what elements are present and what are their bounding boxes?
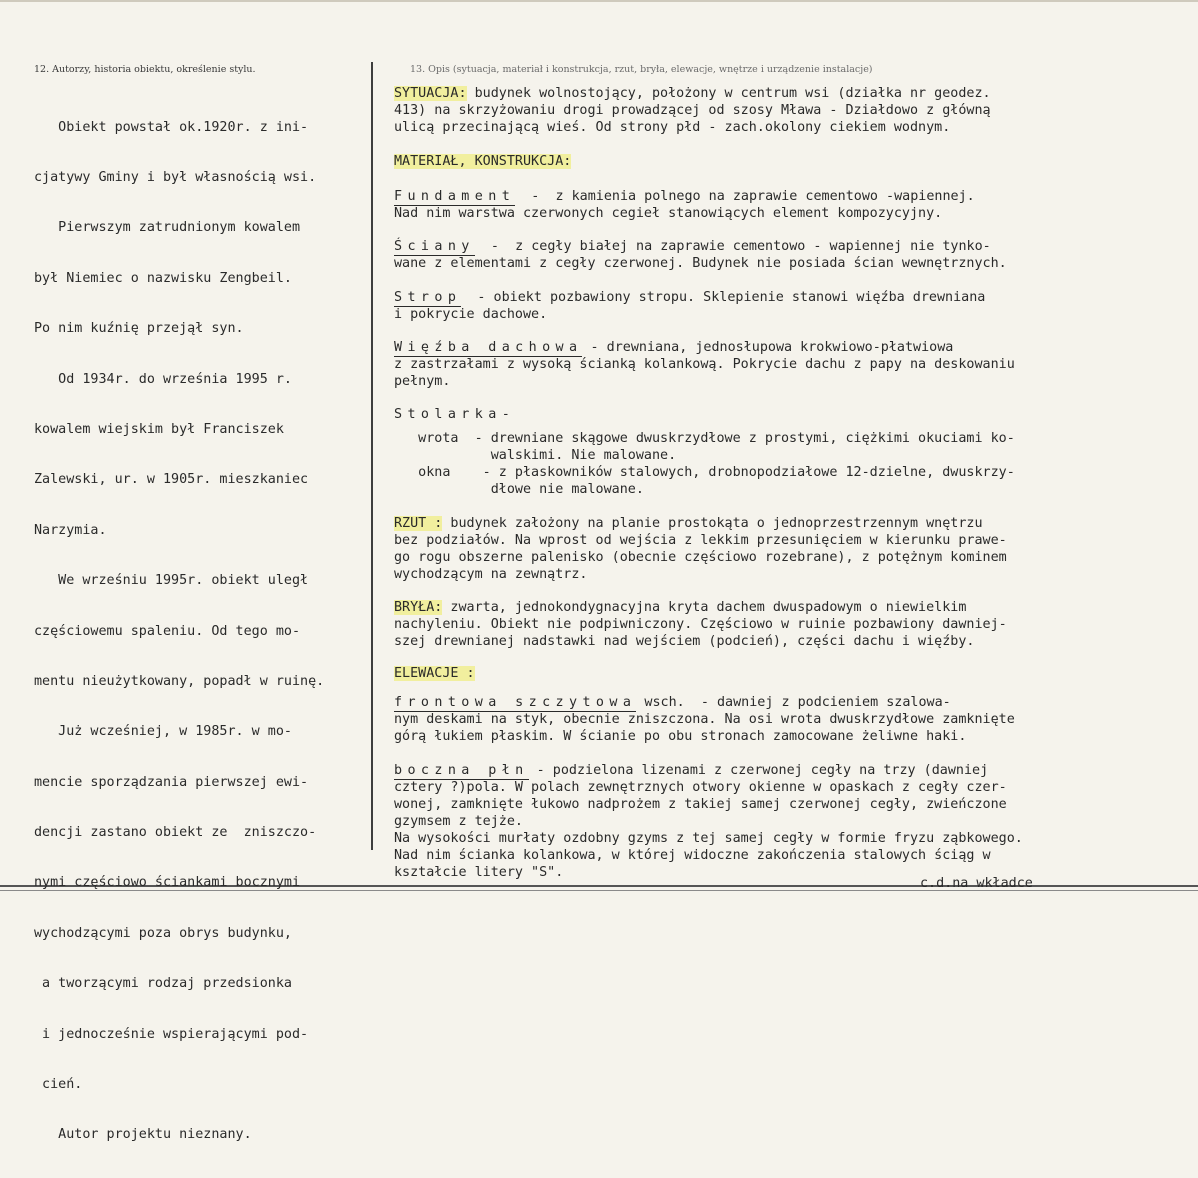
history-line: i jednocześnie wspierającymi pod-: [34, 1026, 309, 1042]
continuation-note: c.d.na wkładce: [920, 876, 1033, 891]
wiezba-line: z zastrzałami z wysoką ścianką kolankową. Pokrycie dachu z papy na deskowaniu: [394, 357, 1015, 372]
sytuacja-heading: SYTUACJA:: [394, 86, 467, 101]
column-divider: [371, 62, 373, 850]
history-line: mencie sporządzania pierwszej ewi-: [34, 774, 309, 790]
wiezba-heading: Więźba dachowa: [394, 340, 583, 355]
history-text: [34, 86, 370, 1178]
strop-first-line: [394, 290, 985, 307]
strop-text: - obiekt pozbawiony stropu. Sklepienie stanowi więźba drewniana: [461, 290, 986, 305]
sytuacja-text: budynek wolnostojący, położony w centrum wsi (działka nr geodez.: [466, 86, 991, 101]
fundament-text: - z kamienia polnego na zaprawie cementowo -wapiennej.: [515, 189, 975, 204]
wrota-line: walskimi. Nie malowane.: [394, 448, 677, 463]
wiezba-text: - drewniana, jednosłupowa krokwiowo-płatwiowa: [582, 340, 954, 355]
fundament-line: Nad nim warstwa czerwonych cegieł stanowiących element kompozycyjny.: [394, 206, 943, 221]
history-line: Już wcześniej, w 1985r. w mo-: [34, 724, 292, 740]
history-line: wychodzącymi poza obrys budynku,: [34, 925, 292, 941]
sciany-line: wane z elementami z cegły czerwonej. Budynek nie posiada ścian wewnętrznych.: [394, 256, 1007, 271]
boczna-heading: boczna płn: [394, 763, 529, 778]
top-rule: [0, 0, 1198, 2]
elewacje-heading: ELEWACJE :: [394, 666, 475, 681]
history-line: cień.: [34, 1077, 83, 1093]
strop-line: i pokrycie dachowe.: [394, 307, 548, 322]
boczna-text: - podzielona lizenami z czerwonej cegły na trzy (dawniej: [528, 763, 989, 778]
sciany-text: - z cegły białej na zaprawie cementowo - wapiennej nie tynko-: [474, 239, 991, 254]
history-line: Zalewski, ur. w 1905r. mieszkaniec: [34, 472, 309, 488]
history-line: kowalem wiejskim był Franciszek: [34, 421, 284, 437]
material-line: [394, 154, 571, 171]
history-line: cjatywy Gminy i był własnością wsi.: [34, 169, 317, 185]
wiezba-first-line: [394, 340, 953, 357]
wiezba-line: pełnym.: [394, 374, 451, 389]
okna-line: okna - z płaskowników stalowych, drobnopodziałowe 12-dzielne, dwuskrzy-: [394, 465, 1015, 480]
okna-line: dłowe nie malowane.: [394, 482, 644, 497]
rzut-first-line: [394, 516, 983, 533]
history-line: a tworzącymi rodzaj przedsionka: [34, 976, 292, 992]
frontowa-text: wsch. - dawniej z podcieniem szalowa-: [636, 695, 951, 710]
frontowa-line: górą łukiem płaskim. W ścianie po obu stronach zamocowane żeliwne haki.: [394, 729, 967, 744]
sytuacja-first-line: [394, 86, 991, 103]
frontowa-first-line: [394, 695, 951, 712]
bryla-line: nachyleniu. Obiekt nie podpiwniczony. Częściowo w ruinie pozbawiony dawniej-: [394, 617, 1007, 632]
boczna-line: Nad nim ścianka kolankowa, w której widoczne zakończenia stalowych ściąg w: [394, 848, 991, 863]
history-line: częściowemu spaleniu. Od tego mo-: [34, 623, 301, 639]
fundament-first-line: [394, 189, 975, 206]
sciany-first-line: [394, 239, 991, 256]
boczna-line: cztery ?)pola. W polach zewnętrznych otwory okienne w opaskach z cegły czer-: [394, 780, 1007, 795]
bryla-text: zwarta, jednokondygnacyjna kryta dachem dwuspadowym o niewielkim: [442, 600, 967, 615]
history-line: Autor projektu nieznany.: [34, 1127, 252, 1143]
section-13-header: 13. Opis (sytuacja, materiał i konstrukcja, rzut, bryła, elewacje, wnętrze i urządzenie instalacje): [410, 64, 873, 75]
boczna-line: Na wysokości murłaty ozdobny gzyms z tej samej cegły w formie fryzu ząbkowego.: [394, 831, 1023, 846]
boczna-line: kształcie litery "S".: [394, 865, 564, 880]
rzut-line: go rogu obszerne palenisko (obecnie częściowo rozebrane), z potężnym kominem: [394, 550, 1007, 565]
bryla-first-line: [394, 600, 966, 617]
strop-heading: Strop: [394, 290, 462, 305]
history-line: Obiekt powstał ok.1920r. z ini-: [34, 119, 309, 135]
history-line: Od 1934r. do września 1995 r.: [34, 371, 292, 387]
frontowa-line: nym deskami na styk, obecnie zniszczona. Na osi wrota dwuskrzydłowe zamknięte: [394, 712, 1015, 727]
sytuacja-line: 413) na skrzyżowaniu drogi prowadzącej od szosy Mława - Działdowo z główną: [394, 103, 991, 118]
sciany-heading: Ściany: [394, 239, 475, 254]
stolarka-heading: Stolarka-: [394, 407, 516, 422]
fundament-heading: Fundament: [394, 189, 516, 204]
sytuacja-line: ulicą przecinającą wieś. Od strony płd - zach.okolony ciekiem wodnym.: [394, 120, 951, 135]
rzut-line: bez podziałów. Na wprost od wejścia z lekkim przesunięciem w kierunku prawe-: [394, 533, 1007, 548]
section-12-header: 12. Autorzy, historia obiektu, określenie stylu.: [34, 64, 256, 75]
boczna-line: wonej, zamknięte łukowo nadprożem z takiej samej czerwonej cegły, zwieńczone: [394, 797, 1007, 812]
boczna-line: gzymsem z tejże.: [394, 814, 523, 829]
history-line: nymi częściowo ściankami bocznymi: [34, 875, 301, 891]
material-heading: MATERIAŁ, KONSTRUKCJA:: [394, 154, 572, 169]
rzut-heading: RZUT :: [394, 516, 443, 531]
history-line: We wrześniu 1995r. obiekt uległ: [34, 573, 309, 589]
history-line: mentu nieużytkowany, popadł w ruinę.: [34, 673, 325, 689]
elewacje-line: [394, 666, 475, 683]
bryla-line: szej drewnianej nadstawki nad wejściem (podcień), części dachu i więźby.: [394, 634, 975, 649]
rzut-line: wychodzącym na zewnątrz.: [394, 567, 588, 582]
history-line: Pierwszym zatrudnionym kowalem: [34, 220, 301, 236]
rzut-text: budynek założony na planie prostokąta o jednoprzestrzennym wnętrzu: [442, 516, 983, 531]
history-line: Po nim kuźnię przejął syn.: [34, 321, 244, 337]
stolarka-line: [394, 407, 515, 424]
history-line: dencji zastano obiekt ze zniszczo-: [34, 825, 317, 841]
wrota-line: wrota - drewniane skągowe dwuskrzydłowe z prostymi, ciężkimi okuciami ko-: [394, 431, 1015, 446]
frontowa-heading: frontowa szczytowa: [394, 695, 637, 710]
bryla-heading: BRYŁA:: [394, 600, 443, 615]
history-line: Narzymia.: [34, 522, 107, 538]
boczna-first-line: [394, 763, 988, 780]
history-line: był Niemiec o nazwisku Zengbeil.: [34, 270, 292, 286]
